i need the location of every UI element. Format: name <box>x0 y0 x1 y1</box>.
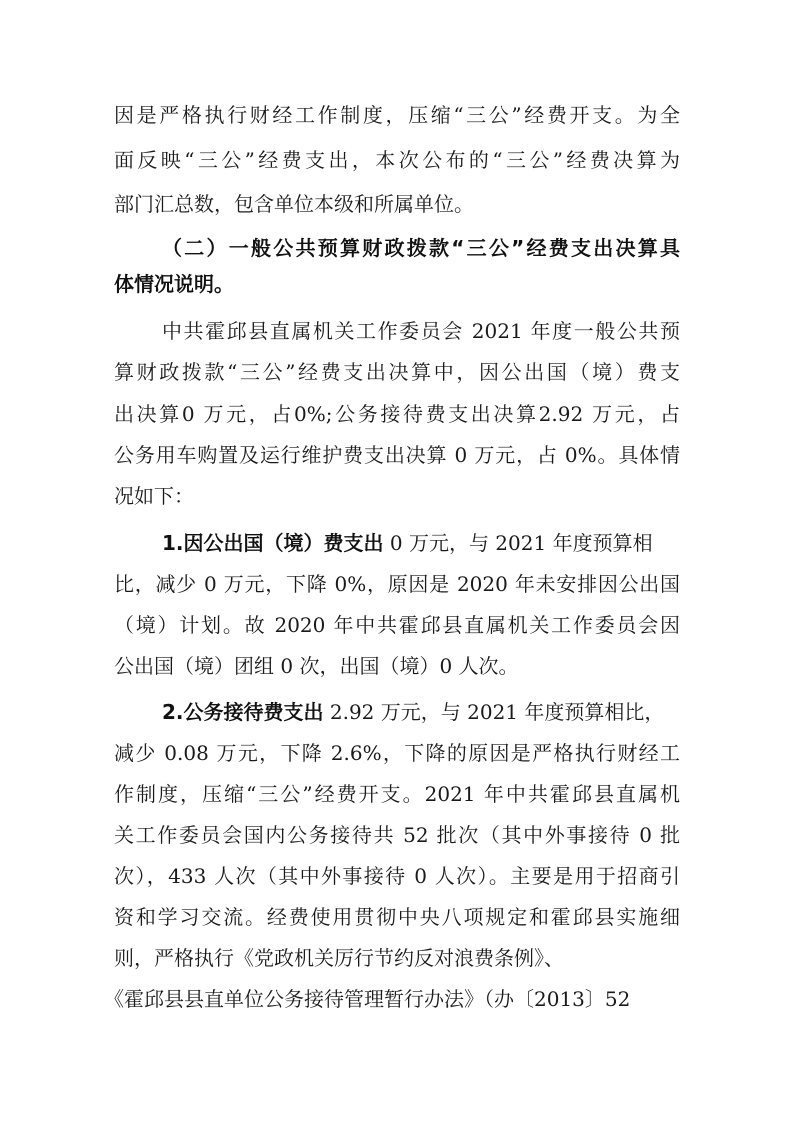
item-2-text: 2.92 万元，与 2021 年度预算相比， <box>323 700 665 724</box>
body-line: 资和学习交流。经费使用贯彻中央八项规定和霍邱县实施细 <box>114 905 680 929</box>
body-line: 《霍邱县县直单位公务接待管理暂行办法》（办〔2013〕52 <box>104 987 631 1011</box>
body-line: 算财政拨款“三公”经费支出决算中，因公出国（境）费支 <box>114 360 680 384</box>
body-line: 关工作委员会国内公务接待共 52 批次（其中外事接待 0 批 <box>114 823 680 847</box>
body-line: 作制度，压缩“三公”经费开支。2021 年中共霍邱县直属机 <box>114 782 680 806</box>
body-line: 公务用车购置及运行维护费支出决算 0 万元，占 0%。具体情 <box>114 443 680 467</box>
body-line: 面反映“三公”经费支出，本次公布的“三公”经费决算为 <box>114 148 680 172</box>
body-line: 中共霍邱县直属机关工作委员会 2021 年度一般公共预 <box>162 319 680 343</box>
body-line: 公出国（境）团组 0 次，出国（境）0 人次。 <box>114 654 519 678</box>
body-line: 部门汇总数，包含单位本级和所属单位。 <box>114 192 474 216</box>
item-2-title: 2.公务接待费支出 <box>162 700 324 724</box>
section-heading-line: （二）一般公共预算财政拨款“三公”经费支出决算具 <box>162 236 680 260</box>
body-line: 减少 0.08 万元，下降 2.6%，下降的原因是严格执行财经工 <box>114 741 680 765</box>
body-line: 则，严格执行《党政机关厉行节约反对浪费条例》、 <box>114 946 564 970</box>
item-1-text: 0 万元，与 2021 年度预算相 <box>383 531 653 555</box>
body-line: 况如下： <box>114 484 194 508</box>
item-1-title: 1.因公出国（境）费支出 <box>162 531 384 555</box>
body-line: （境）计划。故 2020 年中共霍邱县直属机关工作委员会因 <box>114 613 680 637</box>
section-heading-line: 体情况说明。 <box>114 272 234 296</box>
body-line: 次），433 人次（其中外事接待 0 人次）。主要是用于招商引 <box>114 864 680 888</box>
item-2-line <box>162 698 664 726</box>
body-line: 比，减少 0 万元，下降 0%，原因是 2020 年未安排因公出国 <box>114 572 680 596</box>
body-line: 出决算0 万元，占0%;公务接待费支出决算2.92 万元，占 <box>114 402 680 426</box>
body-line: 因是严格执行财经工作制度，压缩“三公”经费开支。为全 <box>114 103 680 127</box>
item-1-line <box>162 529 653 557</box>
